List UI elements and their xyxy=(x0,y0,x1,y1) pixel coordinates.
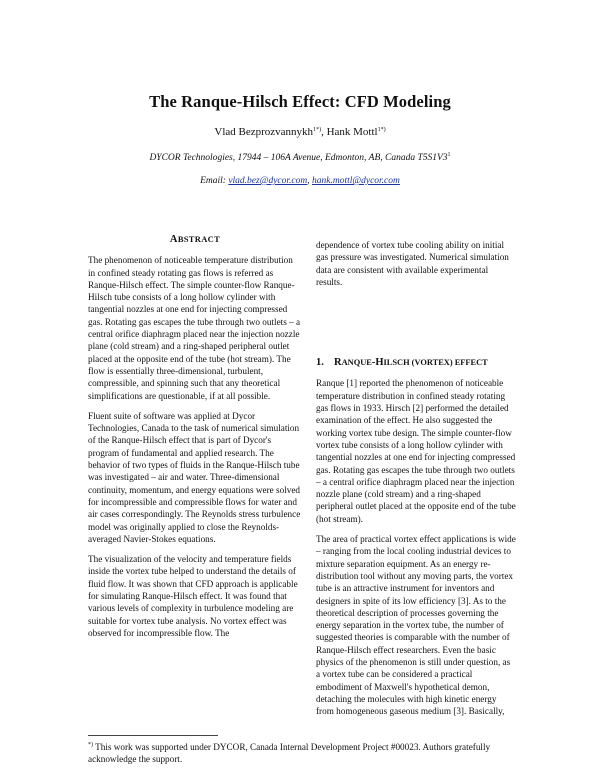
affiliation-text: DYCOR Technologies, 17944 – 106A Avenue, Edmonton, AB, Canada T5S1V3 xyxy=(149,153,448,163)
email-link[interactable]: vlad.bez@dycor.com xyxy=(228,176,308,186)
abstract-paragraph: The phenomenon of noticeable temperature distribution in confined steady rotating gas flows is referred as Ranque-Hilsch effect. The simple counter-flow Ranque-Hilsch tube consists of a long hollow cylinder with tangential nozzles at one end for injecting compressed gas. Rotating gas escapes the tube through two outlets – a central orifice diaphragm placed near the injection nozzle plane (cold stream) and a ring-shaped peripheral outlet placed at the opposite end of the tube (hot stream). The flow is essentially three-dimensional, turbulent, compressible, and spinning such that any theoretical simplifications are questionable, if at all possible. xyxy=(88,255,301,401)
paper-title: The Ranque-Hilsch Effect: CFD Modeling xyxy=(149,92,451,111)
footnote-text: This work was supported under DYCOR, Canada Internal Development Project #00023. Authors gratefully acknowledge the support. xyxy=(88,742,491,765)
left-column xyxy=(88,233,302,647)
email-link[interactable]: hank.mottl@dycor.com xyxy=(312,176,400,186)
section-1-paragraph: The area of practical vortex effect applications is wide – ranging from the local cooling industrial devices to mixture separation equipment. As an energy re-distribution tool without any moving parts, the vortex tube is an attractive instrument for inventors and designers in spite of its low efficiency [3]. As to the theoretical description of processes governing the energy separation in the vortex tube, the number of suggested theories is comparable with the number of Ranque-Hilsch effect researchers. Even the basic physics of the phenomenon is still under question, as a vortex tube can be considered a practical embodiment of Maxwell's hypothetical demon, detaching the molecules with high kinetic energy from homogeneous gaseous medium [3]. Basically, xyxy=(316,534,516,717)
abstract-paragraph: The visualization of the velocity and temperature fields inside the vortex tube helped to understand the details of fluid flow. It was shown that CFD approach is applicable for simulating Ranque-Hilsch effect. It was found that various levels of complexity in turbulence modeling are suitable for vortex tube analysis. No vortex effect was observed for incompressible flow. The xyxy=(88,554,298,638)
right-column xyxy=(316,239,516,726)
email-line xyxy=(0,176,600,186)
abstract-paragraph: Fluent suite of software was applied at Dycor Technologies, Canada to the task of numerical simulation of the Ranque-Hilsch effect that is part of Dycor's program of fundamental and applied research. The behavior of two types of fluids in the Ranque-Hilsch tube was investigated – air and water. Three-dimensional continuity, momentum, and energy equations were solved for incompressible and compressible flows for water and air cases correspondingly. The Reynolds stress turbulence model was originally applied to close the Reynolds-averaged Navier-Stokes equations. xyxy=(88,410,301,544)
abstract-heading: ABSTRACT xyxy=(169,234,221,245)
email-separator: , xyxy=(307,176,310,186)
author-separator: , xyxy=(321,126,327,138)
author-mark: 1*) xyxy=(313,127,322,133)
footnote xyxy=(88,739,498,766)
footnote-mark: *) xyxy=(88,742,93,748)
author-name: Vlad Bezprozvannykh xyxy=(214,126,314,138)
section-1-paragraph: Ranque [1] reported the phenomenon of noticeable temperature distribution in confined steady rotating gas flows in 1933. Hirsch [2] performed the detailed examination of the effect. He also suggested the working vortex tube design. The simple counter-flow vortex tube consists of a long hollow cylinder with tangential nozzles at one end for injecting compressed gas. Rotating gas escapes the tube through two outlets – a central orifice diaphragm placed near the injection nozzle plane (cold stream) and a ring-shaped peripheral outlet placed at the opposite end of the tube (hot stream). xyxy=(316,378,516,524)
author-line xyxy=(0,126,600,138)
affiliation-mark: 1 xyxy=(447,152,451,158)
abstract-continuation: dependence of vortex tube cooling ability on initial gas pressure was investigated. Numerical simulation data are consistent with available experimental results. xyxy=(316,240,509,287)
author-name: Hank Mottl xyxy=(326,126,378,138)
author-mark: 1*) xyxy=(377,127,386,133)
affiliation xyxy=(0,152,600,163)
section-1-heading: 1. RANQUE-HILSCH (VORTEX) EFFECT xyxy=(316,357,488,369)
footnote-rule xyxy=(88,735,218,736)
email-label: Email: xyxy=(200,176,226,186)
